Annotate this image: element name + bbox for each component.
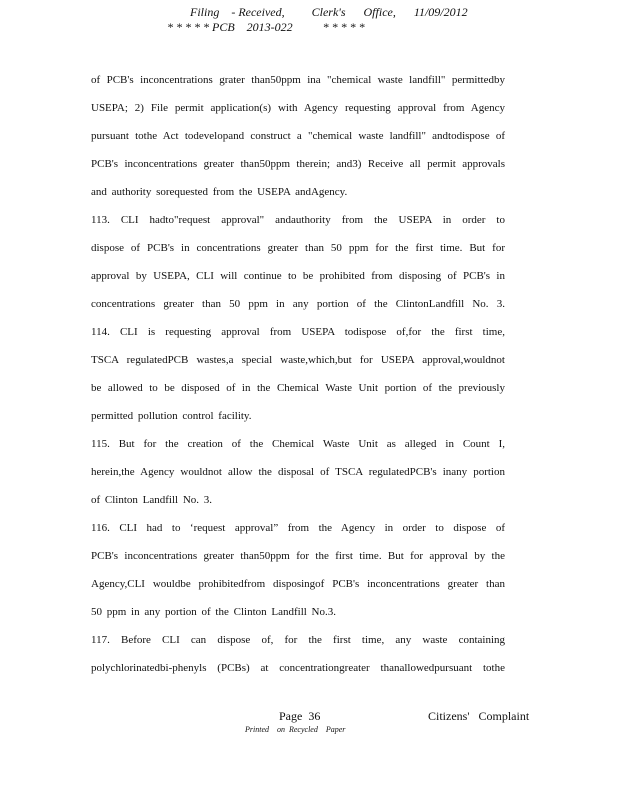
case-number-line: * * * * * PCB 2013-022 * * * * * — [167, 20, 365, 34]
paragraph-113-start: 113. CLI hadto"request approval" andauthority from the USEPA in order to — [91, 214, 505, 226]
body-line: polychlorinatedbi-phenyls (PCBs) at concentrationgreater thanallowedpursuant tothe — [91, 662, 505, 674]
body-line: TSCA regulatedPCB wastes,a special waste,which,but for USEPA approval,wouldnot — [91, 354, 505, 366]
body-line: concentrations greater than 50 ppm in any portion of the ClintonLandfill No. 3. — [91, 298, 505, 310]
paragraph-116-start: 116. CLI had to ‘request approval” from the Agency in order to dispose of — [91, 522, 505, 534]
document-body — [91, 66, 505, 682]
body-line: Agency,CLI wouldbe prohibitedfrom disposingof PCB's inconcentrations greater than — [91, 578, 505, 590]
body-line: of Clinton Landfill No. 3. — [91, 494, 213, 506]
paragraph-114-start: 114. CLI is requesting approval from USEPA todispose of,for the first time, — [91, 326, 505, 338]
filing-stamp-line: Filing - Received, Clerk's Office, 11/09/2012 — [190, 5, 468, 19]
body-line: herein,the Agency wouldnot allow the disposal of TSCA regulatedPCB's inany portion — [91, 466, 505, 478]
page-number: Page 36 — [279, 709, 321, 723]
body-line: PCB's inconcentrations greater than50ppm therein; and3) Receive all permit approvals — [91, 158, 505, 170]
body-line: of PCB's inconcentrations grater than50ppm ina "chemical waste landfill" permittedby — [91, 74, 505, 86]
body-line: approval by USEPA, CLI will continue to be prohibited from disposing of PCB's in — [91, 270, 505, 282]
body-line: be allowed to be disposed of in the Chemical Waste Unit portion of the previously — [91, 382, 505, 394]
body-line: USEPA; 2) File permit application(s) with Agency requesting approval from Agency — [91, 102, 505, 114]
body-line: 50 ppm in any portion of the Clinton Landfill No.3. — [91, 606, 337, 618]
paragraph-117-start: 117. Before CLI can dispose of, for the first time, any waste containing — [91, 634, 505, 646]
document-title-footer: Citizens' Complaint — [428, 709, 530, 723]
body-line: and authority sorequested from the USEPA andAgency. — [91, 186, 348, 198]
body-line: PCB's inconcentrations greater than50ppm for the first time. But for approval by the — [91, 550, 505, 562]
recycled-paper-note: Printed on Recycled Paper — [245, 725, 346, 734]
body-line: permitted pollution control facility. — [91, 410, 252, 422]
body-line: pursuant tothe Act todevelopand construct a "chemical waste landfill" andtodispose of — [91, 130, 505, 142]
body-line: dispose of PCB's in concentrations greater than 50 ppm for the first time. But for — [91, 242, 505, 254]
paragraph-115-start: 115. But for the creation of the Chemical Waste Unit as alleged in Count I, — [91, 438, 505, 450]
